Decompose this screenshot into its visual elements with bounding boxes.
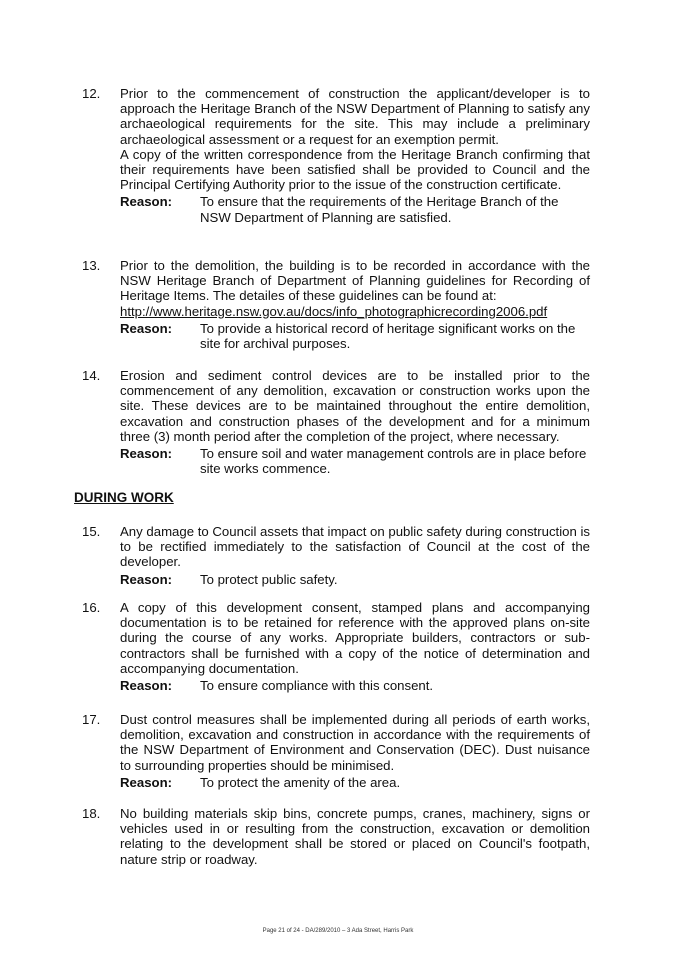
reason-text: To protect the amenity of the area. bbox=[200, 774, 401, 790]
guidelines-link[interactable]: http://www.heritage.nsw.gov.au/docs/info_photographicrecording2006.pdf bbox=[120, 303, 548, 319]
condition-item-15 bbox=[0, 524, 676, 587]
reason-text: To ensure soil and water management controls are in place before site works commence. bbox=[200, 446, 587, 477]
condition-number: 12. bbox=[82, 86, 101, 101]
reason-text: To ensure that the requirements of the Heritage Branch of the NSW Department of Planning are satisfied. bbox=[200, 194, 559, 225]
condition-item-13 bbox=[0, 258, 676, 351]
condition-number: 14. bbox=[82, 368, 101, 383]
condition-number: 13. bbox=[82, 258, 101, 273]
reason-label: Reason: bbox=[120, 320, 173, 336]
condition-item-17 bbox=[0, 712, 676, 790]
condition-paragraph: A copy of the written correspondence from the Heritage Branch confirming that their requirements have been satisfied shall be provided to Council and the Principal Certifying Authority prior to the issue of the construction certificate. bbox=[120, 146, 590, 193]
condition-paragraph: Erosion and sediment control devices are to be installed prior to the commencement of any demolition, excavation or construction works upon the site. These devices are to be maintained throughout the entire demolition, excavation and construction phases of the development and for a minimum three (3) month period after the completion of the project, where necessary. bbox=[120, 368, 590, 444]
reason-row bbox=[120, 194, 590, 224]
page-footer: Page 21 of 24 - DA/289/2010 – 3 Ada Street, Harris Park bbox=[262, 928, 414, 934]
condition-item-18 bbox=[0, 806, 676, 867]
condition-item-16 bbox=[0, 600, 676, 693]
condition-number: 18. bbox=[82, 806, 101, 821]
reason-row bbox=[120, 572, 590, 587]
reason-label: Reason: bbox=[120, 678, 173, 694]
condition-paragraph: Any damage to Council assets that impact on public safety during construction is to be rectified immediately to the satisfaction of Council at the cost of the developer. bbox=[120, 524, 590, 570]
reason-text: To protect public safety. bbox=[200, 571, 338, 587]
condition-number: 15. bbox=[82, 524, 101, 539]
section-heading: DURING WORK bbox=[74, 490, 174, 505]
reason-row bbox=[120, 678, 590, 693]
condition-number: 17. bbox=[82, 712, 101, 727]
reason-text: To provide a historical record of heritage significant works on the site for archival purposes. bbox=[200, 320, 576, 352]
condition-paragraph: Dust control measures shall be implemented during all periods of earth works, demolition, excavation and construction in accordance with the requirements of the NSW Department of Environment and Conservation (DEC). Dust nuisance to surrounding properties should be minimised. bbox=[120, 712, 590, 773]
reason-row bbox=[120, 775, 590, 790]
condition-paragraph: Prior to the demolition, the building is to be recorded in accordance with the NSW Heritage Branch of Department of Planning guidelines for Recording of Heritage Items. The detailes of these guidelines can be found at: bbox=[120, 258, 590, 304]
condition-item-12 bbox=[0, 86, 676, 225]
reason-text: To ensure compliance with this consent. bbox=[200, 678, 434, 694]
condition-paragraph: Prior to the commencement of construction the applicant/developer is to approach the Heritage Branch of the NSW Department of Planning to satisfy any archaeological requirements for the site. This may include a preliminary archaeological assessment or a request for an exemption permit. bbox=[120, 86, 590, 147]
reason-row bbox=[120, 446, 590, 476]
condition-paragraph: No building materials skip bins, concrete pumps, cranes, machinery, signs or vehicles used in or resulting from the construction, excavation or demolition relating to the development shall be stored or placed on Council's footpath, nature strip or roadway. bbox=[120, 806, 590, 867]
condition-number: 16. bbox=[82, 600, 101, 615]
condition-paragraph: A copy of this development consent, stamped plans and accompanying documentation is to be retained for reference with the approved plans on-site during the course of any works. Appropriate builders, contractors or sub-contractors shall be furnished with a copy of the notice of determination and accompanying documentation. bbox=[120, 600, 590, 676]
reason-label: Reason: bbox=[120, 571, 173, 587]
condition-item-14 bbox=[0, 368, 676, 476]
reason-label: Reason: bbox=[120, 774, 173, 790]
reason-label: Reason: bbox=[120, 446, 173, 462]
reason-row bbox=[120, 321, 590, 351]
reason-label: Reason: bbox=[120, 194, 173, 210]
